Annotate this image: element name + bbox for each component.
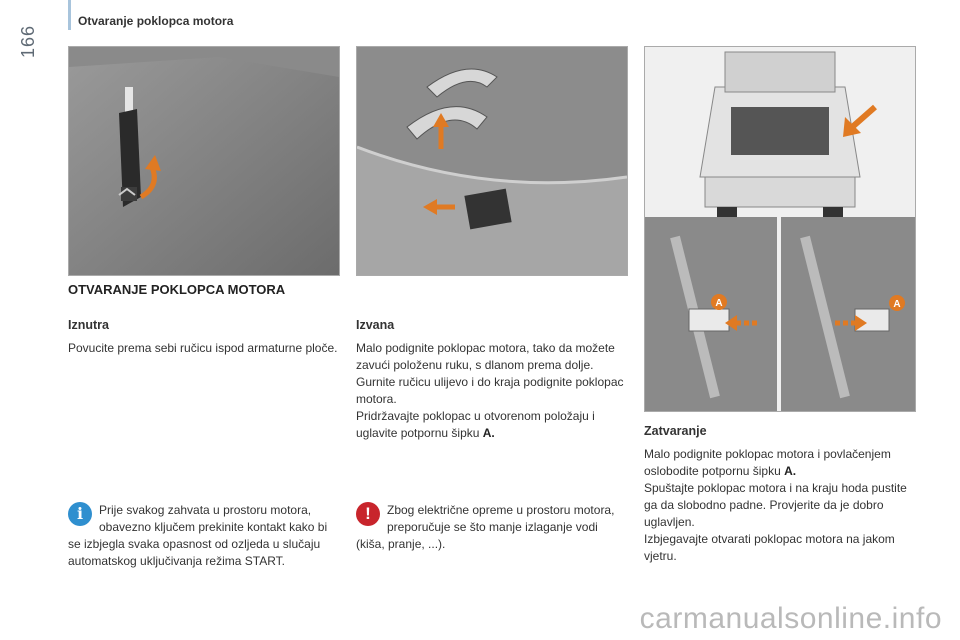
closing-text <box>644 446 916 565</box>
info-note <box>68 502 338 570</box>
support-rod-illustration <box>645 47 915 411</box>
page-header-title: Otvaranje poklopca motora <box>78 14 234 28</box>
outside-line-3 <box>356 408 628 442</box>
watermark: carmanualsonline.info <box>639 602 942 635</box>
figure-support-rod <box>644 46 916 412</box>
outside-line-2: Gurnite ručicu ulijevo i do kraja podignite poklopac motora. <box>356 375 624 406</box>
figure-exterior-latch <box>356 46 628 276</box>
warning-note <box>356 502 626 553</box>
closing-line-2: Spuštajte poklopac motora i na kraju hoda pustite ga da slobodno padne. Provjerite da je dobro uglavljen. <box>644 481 907 529</box>
exterior-latch-illustration <box>357 47 627 275</box>
interior-lever-illustration <box>69 47 339 275</box>
warning-note-text: Zbog električne opreme u prostoru motora, preporučuje se što manje izlaganje vodi (kiša, pranje, ...). <box>356 503 615 551</box>
closing-ref: A. <box>784 464 797 478</box>
outside-text <box>356 340 628 442</box>
marker-label-left: A <box>715 298 723 309</box>
inside-heading: Iznutra <box>68 318 109 332</box>
info-icon: i <box>68 502 92 526</box>
closing-line-3: Izbjegavajte otvarati poklopac motora na jakom vjetru. <box>644 532 895 563</box>
header-accent-bar <box>68 0 71 30</box>
page-number: 166 <box>18 24 38 58</box>
figure-interior-lever <box>68 46 340 276</box>
info-note-text: Prije svakog zahvata u prostoru motora, obavezno ključem prekinite kontakt kako bi se izbjegla svaka opasnost od ozljeda u slučaju automatskog uključivanja režima START. <box>68 503 328 568</box>
marker-label-right: A <box>893 299 901 310</box>
closing-line-1 <box>644 446 916 480</box>
closing-heading: Zatvaranje <box>644 424 707 438</box>
inside-text: Povucite prema sebi ručicu ispod armaturne ploče. <box>68 341 338 355</box>
warning-icon: ! <box>356 502 380 526</box>
outside-line-1: Malo podignite poklopac motora, tako da možete zavući položenu ruku, s dlanom prema dolje. <box>356 341 615 372</box>
closing-line-1-text: Malo podignite poklopac motora i povlačenjem oslobodite potpornu šipku <box>644 447 891 478</box>
outside-ref: A. <box>482 426 495 440</box>
section-title: OTVARANJE POKLOPCA MOTORA <box>68 282 286 297</box>
outside-heading: Izvana <box>356 318 395 332</box>
outside-line-3-text: Pridržavajte poklopac u otvorenom položaju i uglavite potpornu šipku <box>356 409 595 440</box>
